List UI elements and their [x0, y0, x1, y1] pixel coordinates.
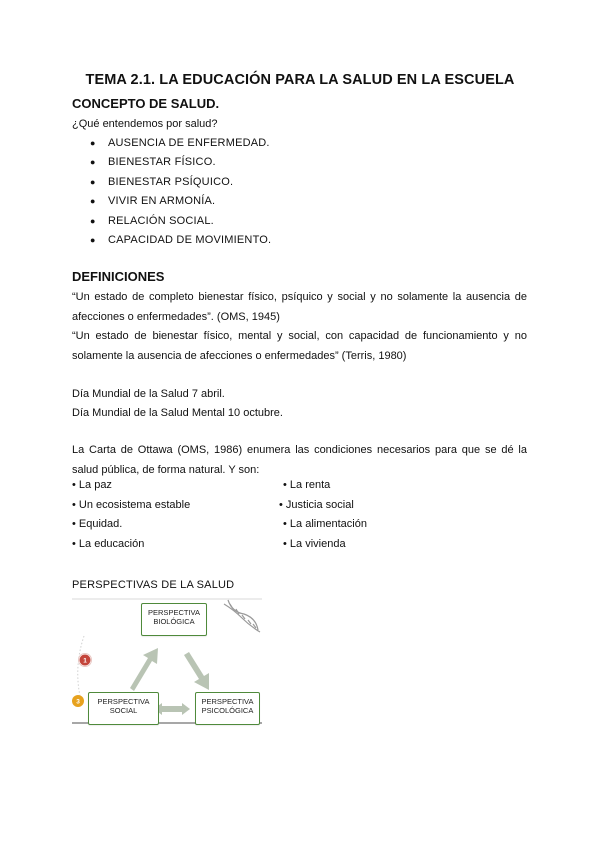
- perspectives-heading: PERSPECTIVAS DE LA SALUD: [72, 579, 235, 591]
- arrow-bidirectional: [154, 703, 190, 715]
- document-title: TEMA 2.1. LA EDUCACIÓN PARA LA SALUD EN LA ESCUELA: [85, 72, 515, 88]
- concept-list: [88, 134, 271, 250]
- table-row: [72, 479, 532, 499]
- table-row: [72, 518, 532, 538]
- list-item: ● VIVIR EN ARMONÍA.: [88, 192, 271, 211]
- world-mental-health-day: Día Mundial de la Salud Mental 10 octubre.: [72, 407, 283, 419]
- condition-right: • La vivienda: [283, 537, 346, 550]
- arrow-right-down: [184, 652, 209, 690]
- table-row: [72, 538, 532, 558]
- condition-right: • La renta: [283, 479, 331, 491]
- badge-red-label: 1: [83, 657, 87, 665]
- definition-terris: “Un estado de bienestar físico, mental y social, con capacidad de funcionamiento y no solamente la ausencia de afecciones o enfermedades” (Terris, 1980): [72, 330, 527, 362]
- definition-oms: “Un estado de completo bienestar físico, psíquico y social y no solamente la ausencia de afecciones o enfermedades”. (OMS, 1945): [72, 291, 527, 323]
- condition-right: • Justicia social: [279, 498, 354, 511]
- box-social-perspective: PERSPECTIVA SOCIAL: [88, 692, 159, 725]
- list-item: ● RELACIÓN SOCIAL.: [88, 212, 271, 231]
- bullet-icon: ●: [90, 138, 96, 148]
- table-row: [72, 499, 532, 519]
- definitions-heading: DEFINICIONES: [72, 269, 165, 284]
- list-item: ● BIENESTAR FÍSICO.: [88, 153, 271, 172]
- list-item: ● AUSENCIA DE ENFERMEDAD.: [88, 134, 271, 153]
- concept-question: ¿Qué entendemos por salud?: [72, 118, 218, 130]
- condition-left: • Un ecosistema estable: [72, 498, 191, 511]
- list-item: ● BIENESTAR PSÍQUICO.: [88, 173, 271, 192]
- dna-icon: [224, 600, 260, 632]
- ottawa-conditions: [72, 479, 532, 557]
- bullet-icon: ●: [90, 215, 96, 226]
- bullet-icon: ●: [90, 196, 96, 207]
- bullet-icon: ●: [90, 176, 96, 187]
- condition-left: • La paz: [72, 479, 112, 491]
- arrow-left-up: [130, 648, 158, 691]
- world-health-day: Día Mundial de la Salud 7 abril.: [72, 388, 225, 400]
- bullet-icon: ●: [90, 157, 96, 168]
- list-item: ● CAPACIDAD DE MOVIMIENTO.: [88, 231, 271, 250]
- box-biological-perspective: PERSPECTIVA BIOLÓGICA: [141, 603, 207, 636]
- condition-left: • Equidad.: [72, 518, 123, 530]
- concept-heading: CONCEPTO DE SALUD.: [72, 96, 220, 111]
- box-psychological-perspective: PERSPECTIVA PSICOLÓGICA: [195, 692, 260, 725]
- badge-orange-label: 3: [76, 698, 80, 706]
- perspectives-diagram: [72, 596, 262, 726]
- condition-left: • La educación: [72, 537, 145, 550]
- condition-right: • La alimentación: [283, 518, 367, 530]
- bullet-icon: ●: [90, 234, 96, 245]
- ottawa-intro: La Carta de Ottawa (OMS, 1986) enumera las condiciones necesarios para que se dé la salud pública, de forma natural. Y son:: [72, 444, 527, 476]
